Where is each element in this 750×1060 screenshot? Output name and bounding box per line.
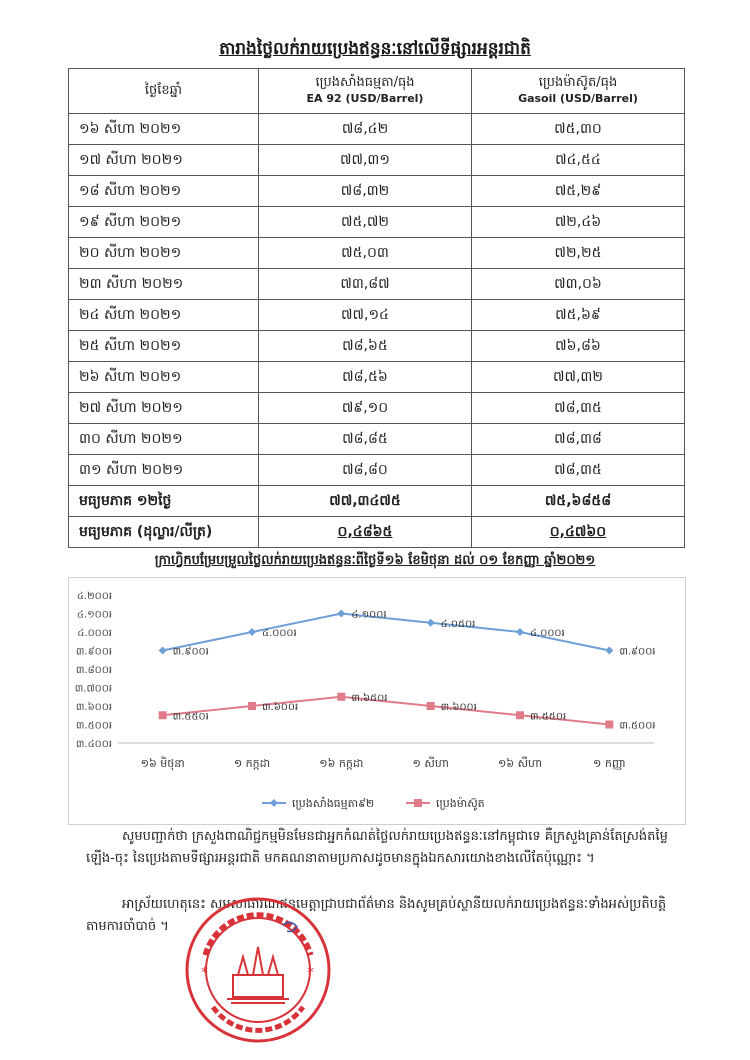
avg-litre-ea92 — [259, 517, 472, 548]
data-label: ៣.៥៥០៛ — [530, 711, 567, 723]
gasoil-cell: ៧៥,៦៩ — [472, 300, 685, 331]
data-label: ៣.៦០០៛ — [262, 702, 299, 713]
data-label: ៤.១០០៛ — [351, 609, 387, 621]
gasoil-cell: ៧៨,៣៥ — [472, 393, 685, 424]
table-row — [69, 269, 685, 300]
date-cell: ២៥ សីហា ២០២១ — [69, 331, 259, 362]
legend-label-ea92: ប្រេងសាំងធម្មតា៩២ — [292, 797, 375, 810]
avg-litre-gasoil-value: ០,៤៧៦០ — [549, 523, 607, 540]
table-header-row — [69, 69, 685, 114]
table-row — [69, 300, 685, 331]
data-point-ea92 — [605, 647, 613, 655]
x-tick-label: ១៦ កក្កដា — [319, 757, 364, 770]
date-cell: ១៨ សីហា ២០២១ — [69, 176, 259, 207]
data-label: ៣.៥០០៛ — [619, 720, 656, 732]
note-paragraph: សូមបញ្ជាក់ថា ក្រសួងពាណិជ្ជកម្មមិនមែនជាអ្នកកំណត់ថ្លៃលក់រាយប្រេងឥន្ធនៈនៅកម្ពុជាទេ គឺក្រសួងគ្រាន់តែស្រង់តម្លៃឡើង-ចុះ នៃប្រេងតាមទីផ្សារអន្តរជាតិ មកគណនាតាមប្រកាសដូចមានក្នុងឯកសារយោងខាងលើតែប៉ុណ្ណោះ ។ — [86, 829, 668, 866]
ea92-cell: ៧៧,១៤ — [259, 300, 472, 331]
price-table — [68, 68, 685, 548]
ea92-cell: ៧៧,៣១ — [259, 145, 472, 176]
table-row — [69, 393, 685, 424]
table-row — [69, 114, 685, 145]
x-tick-label: ១៦ សីហា — [497, 757, 543, 770]
table-row — [69, 207, 685, 238]
data-label: ៤.០០០៛ — [262, 628, 297, 639]
header-ea92 — [259, 69, 472, 114]
data-point-gasoil — [605, 721, 613, 729]
instruction-paragraph: អាស្រ័យហេតុនេះ សូមសាធារណជនមេត្តាជ្រាបជាព័ត៌មាន និងសូមគ្រប់ស្ថានីយលក់រាយប្រេងឥន្ធនៈទាំងអស់ប្រតិបត្តិតាមការចាំបាច់ ។ — [86, 897, 667, 934]
table-row — [69, 362, 685, 393]
table-row — [69, 424, 685, 455]
date-cell: ២០ សីហា ២០២១ — [69, 238, 259, 269]
gasoil-cell: ៧២,៤៦ — [472, 207, 685, 238]
table-row — [69, 331, 685, 362]
legend-marker-ea92 — [270, 799, 278, 807]
gasoil-cell: ៧៣,០៦ — [472, 269, 685, 300]
data-point-ea92 — [159, 647, 167, 655]
data-label: ៣.៦៥០៛ — [351, 692, 388, 704]
avg-days-ea92: ៧៧,៣៤៧៥ — [259, 486, 472, 517]
avg-litre-ea92-value: ០,៤៨៦៥ — [337, 523, 393, 540]
y-tick-label: ៤.១០០៛ — [76, 609, 112, 621]
x-tick-label: ១ សីហា — [412, 757, 449, 770]
y-tick-label: ៣.៤០០៛ — [75, 739, 112, 750]
data-label: ៣.៥៥០៛ — [172, 711, 209, 723]
date-cell: ២៣ សីហា ២០២១ — [69, 269, 259, 300]
ea92-cell: ៧៥,៧២ — [259, 207, 472, 238]
ea92-cell: ៧៩,១០ — [259, 393, 472, 424]
svg-text:*: * — [307, 965, 314, 981]
gasoil-cell: ៧៦,៨៦ — [472, 331, 685, 362]
x-tick-label: ១៦ មិថុនា — [140, 757, 185, 770]
svg-text:*: * — [201, 965, 208, 981]
y-tick-label: ៣.៦០០៛ — [75, 702, 112, 713]
data-point-ea92 — [337, 610, 345, 618]
header-gasoil-kh: ប្រេងម៉ាស៊ូត/ធុង — [538, 75, 618, 90]
date-cell: ៣០ សីហា ២០២១ — [69, 424, 259, 455]
header-ea92-kh: ប្រេងសាំងធម្មតា/ធុង — [315, 75, 415, 90]
ea92-cell: ៧៨,៥៦ — [259, 362, 472, 393]
date-cell: ២៤ សីហា ២០២១ — [69, 300, 259, 331]
ea92-cell: ៧៨,៣២ — [259, 176, 472, 207]
data-label: ៣.៩០០៛ — [172, 646, 209, 658]
gasoil-cell: ៧២,២៥ — [472, 238, 685, 269]
y-tick-label: ៣.៧០០៛ — [74, 683, 112, 695]
header-gasoil — [472, 69, 685, 114]
data-point-ea92 — [427, 619, 435, 627]
date-cell: ៣១ សីហា ២០២១ — [69, 455, 259, 486]
gasoil-cell: ៧៨,៣៨ — [472, 424, 685, 455]
y-tick-label: ៣.៨០០៛ — [75, 665, 112, 676]
data-point-gasoil — [337, 693, 345, 701]
date-cell: ២៧ សីហា ២០២១ — [69, 393, 259, 424]
data-point-gasoil — [248, 702, 256, 710]
ea92-cell: ៧៣,៨៧ — [259, 269, 472, 300]
data-point-gasoil — [159, 711, 167, 719]
gasoil-cell: ៧៤,៥៤ — [472, 145, 685, 176]
ea92-cell: ៧៨,៤២ — [259, 114, 472, 145]
ministry-seal-stamp — [183, 895, 333, 1045]
document-title: តារាងថ្លៃលក់រាយប្រេងឥន្ធនៈនៅលើទីផ្សារអន្តរជាតិ — [219, 39, 531, 59]
avg-days-label: មធ្យមភាគ ១២ថ្ងៃ — [69, 486, 259, 517]
x-tick-label: ១ កក្កដា — [233, 757, 271, 770]
data-point-ea92 — [516, 628, 524, 636]
legend-marker-gasoil — [414, 799, 422, 807]
ea92-cell: ៧៨,៨៥ — [259, 424, 472, 455]
data-point-gasoil — [427, 702, 435, 710]
chart-title: ក្រាហ្វិកបម្រែបម្រួលថ្លៃលក់រាយប្រេងឥន្ធនៈពីថ្ងៃទី១៦ ខែមិថុនា ដល់ ០១ ខែកញ្ញា ឆ្នាំ២០២១ — [154, 553, 596, 568]
table-row — [69, 145, 685, 176]
table-row — [69, 176, 685, 207]
table-row — [69, 455, 685, 486]
x-tick-label: ១ កញ្ញា — [593, 757, 626, 770]
average-12-days-row — [69, 486, 685, 517]
header-gasoil-en: Gasoil (USD/Barrel) — [518, 92, 638, 105]
average-per-litre-row — [69, 517, 685, 548]
avg-litre-label: មធ្យមភាគ (ដុល្លារ/លីត្រ) — [69, 517, 259, 548]
header-date: ថ្ងៃខែឆ្នាំ — [69, 69, 259, 114]
data-point-ea92 — [248, 628, 256, 636]
price-line-chart — [68, 577, 684, 823]
data-point-gasoil — [516, 711, 524, 719]
date-cell: ២៦ សីហា ២០២១ — [69, 362, 259, 393]
y-tick-label: ៣.៥០០៛ — [75, 720, 112, 732]
data-label: ៤.០៥០៛ — [440, 618, 476, 630]
ea92-cell: ៧៥,០៣ — [259, 238, 472, 269]
date-cell: ១៧ សីហា ២០២១ — [69, 145, 259, 176]
y-tick-label: ៤.០០០៛ — [77, 628, 112, 639]
date-cell: ១៦ សីហា ២០២១ — [69, 114, 259, 145]
data-label: ៣.៩០០៛ — [619, 646, 656, 658]
y-tick-label: ៣.៩០០៛ — [75, 646, 112, 658]
data-label: ៤.០០០៛ — [530, 628, 565, 639]
gasoil-cell: ៧៨,៣៥ — [472, 455, 685, 486]
gasoil-cell: ៧៥,៣០ — [472, 114, 685, 145]
date-cell: ១៩ សីហា ២០២១ — [69, 207, 259, 238]
ea92-cell: ៧៨,៦៥ — [259, 331, 472, 362]
ea92-cell: ៧៨,៨០ — [259, 455, 472, 486]
avg-days-gasoil: ៧៥,៦៨៥៨ — [472, 486, 685, 517]
gasoil-cell: ៧៧,៣២ — [472, 362, 685, 393]
y-tick-label: ៤.២០០៛ — [76, 591, 112, 602]
gasoil-cell: ៧៥,២៩ — [472, 176, 685, 207]
data-label: ៣.៦០០៛ — [440, 702, 477, 713]
avg-litre-gasoil — [472, 517, 685, 548]
legend-label-gasoil: ប្រេងម៉ាស៊ូត — [436, 797, 485, 810]
header-ea92-en: EA 92 (USD/Barrel) — [306, 92, 424, 105]
table-row — [69, 238, 685, 269]
